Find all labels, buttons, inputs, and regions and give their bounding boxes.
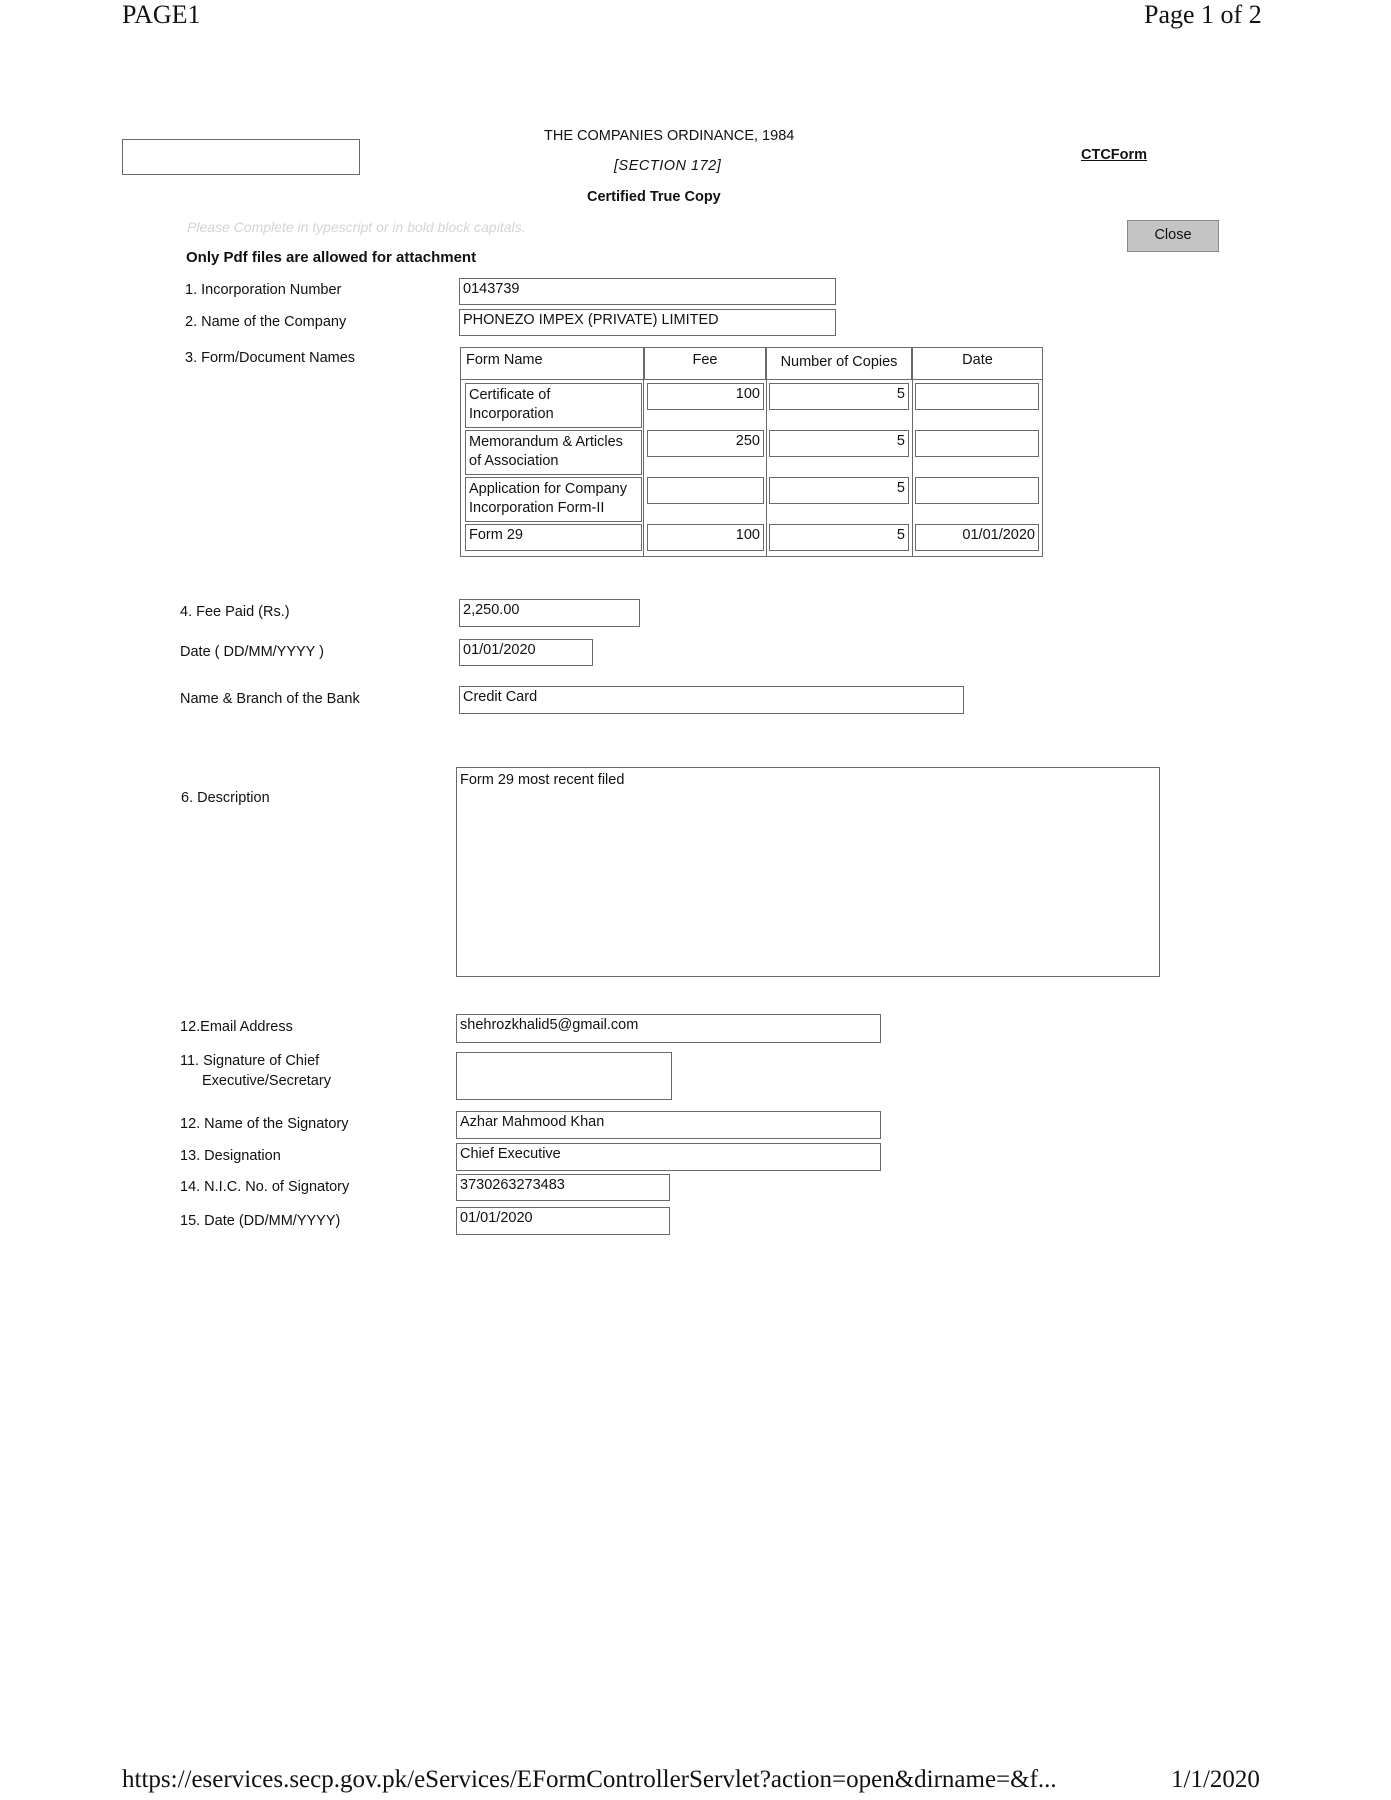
signature-label-line2: Executive/Secretary (202, 1073, 331, 1089)
fee-paid-label: 4. Fee Paid (Rs.) (180, 604, 290, 620)
print-footer-date: 1/1/2020 (1171, 1766, 1260, 1793)
row-date-input[interactable]: 01/01/2020 (915, 524, 1039, 551)
logo-placeholder-box (122, 139, 360, 175)
signature-box[interactable] (456, 1052, 672, 1100)
row-fee-input[interactable]: 250 (647, 430, 764, 457)
row-form-name[interactable]: Certificate of Incorporation (465, 383, 642, 428)
row-date-input[interactable] (915, 430, 1039, 457)
print-header-left: PAGE1 (122, 0, 201, 29)
date-input[interactable]: 01/01/2020 (459, 639, 593, 666)
bank-label: Name & Branch of the Bank (180, 691, 360, 707)
ordinance-title: THE COMPANIES ORDINANCE, 1984 (544, 128, 795, 144)
incorporation-number-input[interactable]: 0143739 (459, 278, 836, 305)
designation-label: 13. Designation (180, 1148, 281, 1164)
row-fee-input[interactable]: 100 (647, 524, 764, 551)
description-label: 6. Description (181, 790, 270, 806)
signatory-name-label: 12. Name of the Signatory (180, 1116, 349, 1132)
column-header-date: Date (912, 347, 1043, 380)
row-copies-input[interactable]: 5 (769, 430, 909, 457)
sign-date-label: 15. Date (DD/MM/YYYY) (180, 1213, 341, 1229)
column-divider (766, 380, 767, 557)
column-header-copies: Number of Copies (766, 347, 912, 380)
row-form-name[interactable]: Form 29 (465, 524, 642, 551)
form-title: Certified True Copy (587, 189, 721, 205)
column-header-form-name: Form Name (460, 347, 644, 380)
signatory-name-input[interactable]: Azhar Mahmood Khan (456, 1111, 881, 1139)
email-label: 12.Email Address (180, 1019, 293, 1035)
row-fee-input[interactable] (647, 477, 764, 504)
print-footer-url: https://eservices.secp.gov.pk/eServices/EFormControllerServlet?action=open&dirname=&f... (122, 1766, 1057, 1793)
bank-input[interactable]: Credit Card (459, 686, 964, 714)
incorporation-number-label: 1. Incorporation Number (185, 282, 342, 298)
row-form-name[interactable]: Application for Company Incorporation Form-II (465, 477, 642, 522)
row-date-input[interactable] (915, 383, 1039, 410)
ctc-form-link[interactable]: CTCForm (1081, 147, 1148, 163)
row-copies-input[interactable]: 5 (769, 524, 909, 551)
column-divider (912, 380, 913, 557)
fee-paid-input[interactable]: 2,250.00 (459, 599, 640, 627)
column-header-fee: Fee (644, 347, 766, 380)
signature-label: 11. Signature of Chief (180, 1053, 320, 1069)
close-button[interactable]: Close (1127, 220, 1219, 252)
designation-input[interactable]: Chief Executive (456, 1143, 881, 1171)
row-copies-input[interactable]: 5 (769, 383, 909, 410)
column-divider (643, 380, 644, 557)
nic-input[interactable]: 3730263273483 (456, 1174, 670, 1201)
attachment-note: Only Pdf files are allowed for attachment (186, 249, 477, 266)
sign-date-input[interactable]: 01/01/2020 (456, 1207, 670, 1235)
row-copies-input[interactable]: 5 (769, 477, 909, 504)
print-header-right: Page 1 of 2 (1144, 0, 1262, 29)
form-names-label: 3. Form/Document Names (185, 350, 356, 366)
row-fee-input[interactable]: 100 (647, 383, 764, 410)
nic-label: 14. N.I.C. No. of Signatory (180, 1179, 350, 1195)
section-label: [SECTION 172] (614, 158, 722, 174)
row-form-name[interactable]: Memorandum & Articles of Association (465, 430, 642, 475)
description-textarea[interactable]: Form 29 most recent filed (456, 767, 1160, 977)
email-input[interactable]: shehrozkhalid5@gmail.com (456, 1014, 881, 1043)
date-label: Date ( DD/MM/YYYY ) (180, 644, 324, 660)
company-name-label: 2. Name of the Company (185, 314, 347, 330)
company-name-input[interactable]: PHONEZO IMPEX (PRIVATE) LIMITED (459, 309, 836, 336)
row-date-input[interactable] (915, 477, 1039, 504)
typescript-hint: Please Complete in typescript or in bold block capitals. (187, 219, 526, 235)
